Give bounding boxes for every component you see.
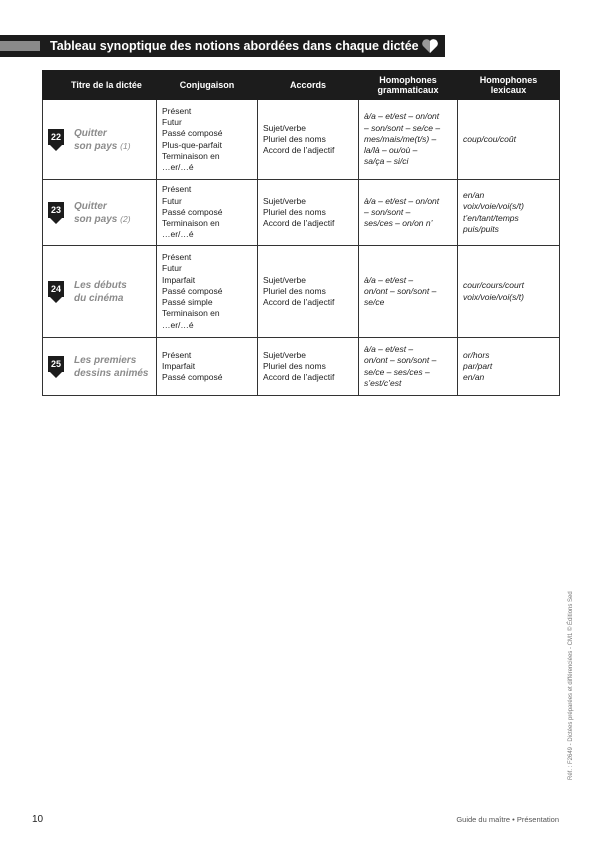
cell-line: Imparfait [162, 360, 196, 371]
table-row [43, 180, 560, 246]
cell-line: Futur [162, 263, 182, 274]
cell-line: Sujet/verbe [263, 349, 306, 360]
cell-line: on/ont – son/sont – [364, 355, 437, 366]
cell-line: Plus-que-parfait [162, 139, 223, 150]
cell-line: – son/sont – [364, 206, 411, 217]
dictation-title-cell [43, 100, 157, 180]
dictation-number: 24 [48, 281, 64, 297]
homo-lex-cell [458, 180, 560, 246]
heart-logo-icon [421, 38, 439, 54]
cell-line: Pluriel des noms [263, 285, 326, 296]
section-title-bar [0, 35, 445, 57]
page-title: Tableau synoptique des notions abordées dans chaque dictée [50, 39, 419, 53]
cell-line: voix/voie/voi(s/t) [463, 201, 524, 212]
cell-line: Futur [162, 117, 182, 128]
heart-icon [50, 144, 62, 151]
conjugaison-cell [157, 338, 258, 396]
dictation-title [74, 354, 148, 380]
cell-line: Pluriel des noms [263, 360, 326, 371]
cell-line: Présent [162, 184, 192, 195]
cell-line: à/a – et/est – [364, 344, 414, 355]
cell-line: à/a – et/est – on/ont [364, 195, 440, 206]
cell-line: on/ont – son/sont – [364, 285, 437, 296]
cell-line: Accord de l’adjectif [263, 218, 335, 229]
cell-line: – son/sont – se/ce – [364, 122, 441, 133]
dictation-title-cell [43, 180, 157, 246]
dictation-number-badge [48, 129, 64, 151]
dictation-number-badge [48, 356, 64, 378]
cell-line: Présent [162, 105, 192, 116]
conjugaison-cell [157, 100, 258, 180]
conjugaison-cell [157, 246, 258, 338]
homo-gram-cell [359, 338, 458, 396]
cell-line: cour/cours/court [463, 280, 524, 291]
column-header [458, 71, 560, 100]
accords-cell [258, 338, 359, 396]
cell-line: puis/puits [463, 223, 499, 234]
cell-line: Présent [162, 349, 192, 360]
column-header: Accords [258, 71, 359, 100]
column-header [359, 71, 458, 100]
cell-line: Pluriel des noms [263, 206, 326, 217]
cell-line: Passé composé [162, 128, 223, 139]
dictation-title-cell [43, 246, 157, 338]
cell-line: Accord de l’adjectif [263, 145, 335, 156]
heart-icon [50, 296, 62, 303]
homo-gram-cell [359, 180, 458, 246]
dictation-number: 25 [48, 356, 64, 372]
heart-icon [50, 371, 62, 378]
title-part-number: (2) [120, 213, 131, 224]
accords-cell [258, 246, 359, 338]
title-line: Les débuts [74, 279, 127, 291]
cell-line: Passé composé [162, 206, 223, 217]
synopsis-table [42, 70, 560, 396]
cell-line: Passé composé [162, 285, 223, 296]
title-line: son pays [74, 213, 118, 225]
cell-line: Sujet/verbe [263, 274, 306, 285]
accords-cell [258, 180, 359, 246]
page-number: 10 [32, 814, 44, 825]
title-line: son pays [74, 140, 118, 152]
cell-line: coup/cou/coût [463, 133, 516, 144]
table-row [43, 338, 560, 396]
cell-line: sa/ça – si/ci [364, 156, 409, 167]
heart-icon [50, 217, 62, 224]
homo-gram-cell [359, 246, 458, 338]
column-header: Titre de la dictée [43, 71, 157, 100]
cell-line: …er/…é [162, 161, 194, 172]
cell-line: Passé simple [162, 297, 213, 308]
table-header-row [43, 71, 560, 100]
cell-line: se/ce – ses/ces – [364, 366, 430, 377]
cell-line: s’est/c’est [364, 377, 402, 388]
cell-line: t’en/tant/temps [463, 212, 519, 223]
cell-line: voix/voie/voi(s/t) [463, 291, 524, 302]
conjugaison-cell [157, 180, 258, 246]
dictation-number: 22 [48, 129, 64, 145]
cell-line: Sujet/verbe [263, 122, 306, 133]
title-line: du cinéma [74, 292, 124, 304]
cell-line: ses/ces – on/on n’ [364, 218, 433, 229]
cell-line: Terminaison en [162, 150, 220, 161]
cell-line: …er/…é [162, 319, 194, 330]
copyright-side-note: Réf. : F2649 - Dictées préparées et différenciées - CM1 © Éditions Sed [568, 591, 574, 780]
title-bar-accent [0, 41, 40, 51]
dictation-number: 23 [48, 202, 64, 218]
title-line: dessins animés [74, 367, 149, 379]
homo-gram-cell [359, 100, 458, 180]
cell-line: la/là – ou/où – [364, 145, 418, 156]
dictation-title [74, 127, 131, 153]
homo-lex-cell [458, 338, 560, 396]
dictation-title-cell [43, 338, 157, 396]
title-part-number: (1) [120, 140, 131, 151]
title-line: Quitter [74, 127, 107, 139]
cell-line: Terminaison en [162, 218, 220, 229]
cell-line: Passé composé [162, 372, 223, 383]
cell-line: Futur [162, 195, 182, 206]
dictation-number-badge [48, 202, 64, 224]
cell-line: mes/mais/me(t/s) – [364, 133, 437, 144]
cell-line: Accord de l’adjectif [263, 297, 335, 308]
cell-line: or/hors [463, 349, 490, 360]
cell-line: Présent [162, 252, 192, 263]
table-row [43, 100, 560, 180]
cell-line: par/part [463, 360, 493, 371]
footer-section-label: Guide du maître • Présentation [456, 815, 559, 824]
title-line: Quitter [74, 200, 107, 212]
homo-lex-cell [458, 246, 560, 338]
table-row [43, 246, 560, 338]
homo-lex-cell [458, 100, 560, 180]
cell-line: Pluriel des noms [263, 133, 326, 144]
cell-line: à/a – et/est – on/ont [364, 111, 440, 122]
cell-line: Sujet/verbe [263, 195, 306, 206]
cell-line: Imparfait [162, 274, 196, 285]
cell-line: à/a – et/est – [364, 274, 414, 285]
title-line: Les premiers [74, 354, 137, 366]
header-text: Homophones lexicaux [479, 75, 538, 95]
column-header: Conjugaison [157, 71, 258, 100]
dictation-number-badge [48, 281, 64, 303]
cell-line: se/ce [364, 297, 385, 308]
cell-line: Terminaison en [162, 308, 220, 319]
cell-line: en/an [463, 190, 485, 201]
dictation-title [74, 200, 131, 226]
cell-line: …er/…é [162, 229, 194, 240]
cell-line: en/an [463, 372, 485, 383]
accords-cell [258, 100, 359, 180]
header-text: Homophones grammaticaux [377, 75, 439, 95]
dictation-title [74, 279, 127, 305]
cell-line: Accord de l’adjectif [263, 372, 335, 383]
